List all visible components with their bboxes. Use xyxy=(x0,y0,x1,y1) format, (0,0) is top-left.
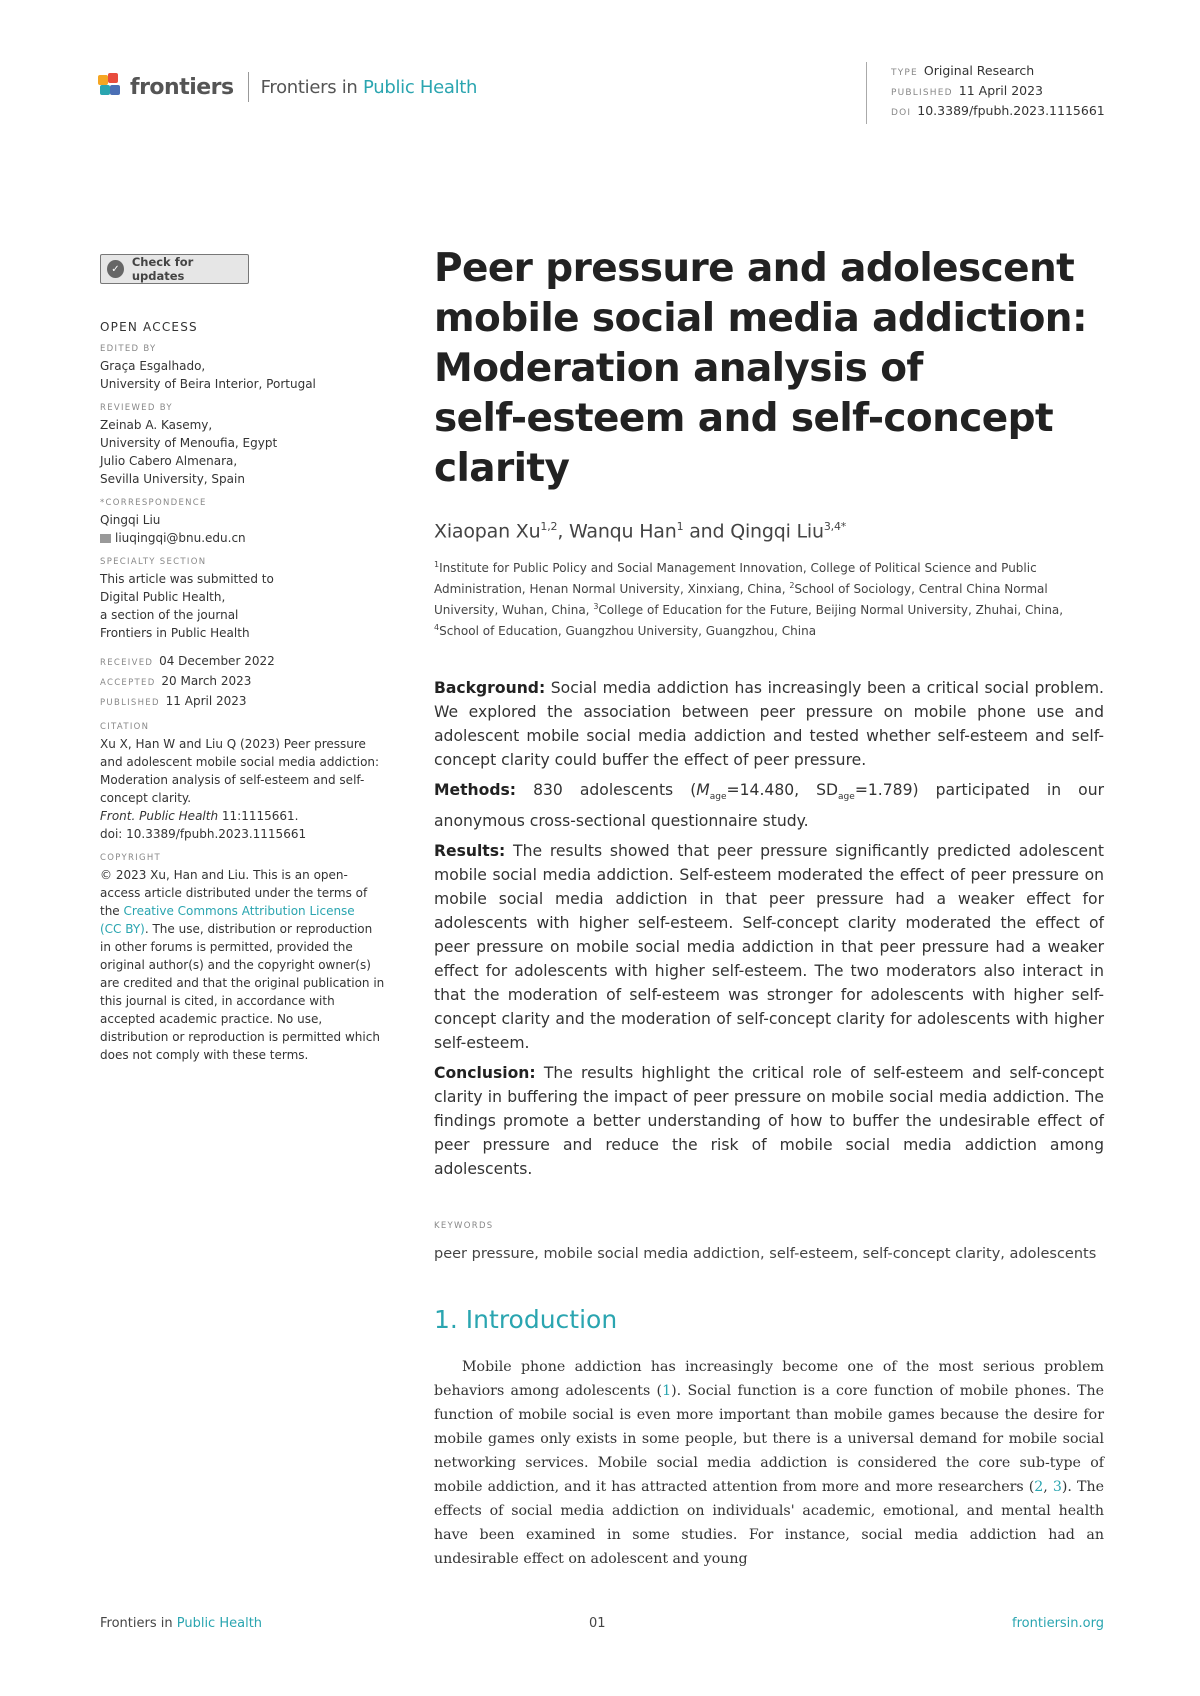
methods-symbol: M xyxy=(696,781,710,800)
methods-subscript: age xyxy=(709,792,727,803)
logo-divider xyxy=(248,72,249,102)
author-name[interactable]: Xiaopan Xu xyxy=(434,520,541,543)
affiliations xyxy=(434,556,1104,640)
background-label: Background: xyxy=(434,679,546,698)
article-sidebar xyxy=(100,254,405,1064)
copyright xyxy=(100,866,405,1064)
copyright-line: this journal is cited, in accordance with xyxy=(100,994,335,1008)
author-affil-sup: 1 xyxy=(676,520,684,533)
dates xyxy=(100,652,405,712)
cc-by-link[interactable]: (CC BY) xyxy=(100,922,145,936)
edited-by-label: EDITED BY xyxy=(100,344,157,354)
footer-journal xyxy=(100,1616,262,1631)
reviewer-affiliation: University of Menoufia, Egypt xyxy=(100,436,278,450)
reviewer-name: Julio Cabero Almenara, xyxy=(100,454,238,468)
meta-published xyxy=(891,82,1105,102)
meta-doi-value[interactable]: 10.3389/fpubh.2023.1115661 xyxy=(917,103,1105,118)
specialty-section-label: SPECIALTY SECTION xyxy=(100,557,207,567)
citation-line: concept clarity. xyxy=(100,791,192,805)
footer-journal-accent: Public Health xyxy=(176,1616,263,1631)
title-line: self-esteem and self-concept xyxy=(434,396,1054,441)
conclusion-text: The results highlight the critical role of self-esteem and self-concept clarity in buffering the impact of peer pressure on mobile social media addiction. The findings promote a better understanding of how to buffer the undesirable effect of peer pressure and reduce the risk of mobile social media addiction among adolescents. xyxy=(434,1064,1104,1179)
keywords-label: KEYWORDS xyxy=(434,1221,494,1232)
published-label: PUBLISHED xyxy=(100,698,160,708)
copyright-line: in other forums is permitted, provided the xyxy=(100,940,353,954)
copyright-line: original author(s) and the copyright owner(s) xyxy=(100,958,371,972)
correspondence-email[interactable]: liuqingqi@bnu.edu.cn xyxy=(115,531,246,545)
meta-type-value: Original Research xyxy=(923,63,1035,78)
meta-type-label: TYPE xyxy=(891,68,918,78)
citation xyxy=(100,735,405,843)
methods-label: Methods: xyxy=(434,781,517,800)
footer-journal-prefix: Frontiers in xyxy=(100,1616,177,1631)
meta-published-value: 11 April 2023 xyxy=(958,83,1044,98)
journal-name xyxy=(261,77,478,98)
results-label: Results: xyxy=(434,842,506,861)
specialty-line: a section of the journal xyxy=(100,608,239,622)
brand-name: frontiers xyxy=(130,74,234,100)
affil-sup: 4 xyxy=(434,623,440,633)
citation-line: and adolescent mobile social media addiction: xyxy=(100,755,380,769)
citation-label: CITATION xyxy=(100,722,150,732)
citation-journal-row xyxy=(100,807,405,825)
title-line: Peer pressure and adolescent xyxy=(434,246,1075,291)
journal-accent: Public Health xyxy=(362,76,478,98)
affiliation: School of Education, Guangzhou University, Guangzhou, China xyxy=(439,624,817,639)
meta-doi xyxy=(891,102,1105,122)
received-label: RECEIVED xyxy=(100,658,154,668)
affil-sup: 1 xyxy=(434,560,440,570)
page-number: 01 xyxy=(589,1616,606,1631)
received-date xyxy=(100,652,405,672)
reviewed-by-label: REVIEWED BY xyxy=(100,403,173,413)
intro-text: ). Social function is a core function of mobile phones. The function of mobile social is even more important than mobile games because the desire for mobile games only exists in some people, but there is a universal demand for mobile social networking services. Mobile social media addiction is considered the core sub-type of mobile addiction, and it has attracted attention from more and more researchers ( xyxy=(434,1383,1104,1496)
journal-prefix: Frontiers in xyxy=(260,76,358,98)
intro-paragraph xyxy=(434,1355,1104,1571)
author-affil-sup: 1,2 xyxy=(540,520,558,533)
reviewer-name: Zeinab A. Kasemy, xyxy=(100,418,213,432)
title-line: Moderation analysis of xyxy=(434,346,923,391)
copyright-label: COPYRIGHT xyxy=(100,853,162,863)
reference-separator: , xyxy=(1043,1479,1053,1496)
author-separator: and xyxy=(683,520,731,543)
frontiers-logo[interactable] xyxy=(98,70,477,104)
edited-by xyxy=(100,357,405,393)
copyright-line: distribution or reproduction is permitted which xyxy=(100,1030,380,1044)
author-list xyxy=(434,520,1104,542)
affiliation: Institute for Public Policy and Social Management Innovation, College of Political Science and Public Administration, Henan Normal University, Xinxiang, China, xyxy=(434,561,1037,597)
frontiers-logo-icon xyxy=(98,73,124,101)
author-affil-sup: 3,4* xyxy=(823,520,847,533)
intro-text: Mobile phone addiction has increasingly become one of the most serious problem behaviors among adolescents ( xyxy=(434,1359,1104,1400)
author-separator: , xyxy=(557,520,569,543)
citation-line: Xu X, Han W and Liu Q (2023) Peer pressure xyxy=(100,737,366,751)
affil-sup: 2 xyxy=(789,581,795,591)
affil-sup: 3 xyxy=(593,602,599,612)
background-text: Social media addiction has increasingly been a critical social problem. We explored the association between peer pressure on mobile phone use and adolescent mobile social media addiction and tested whether self-esteem and self-concept clarity could buffer the effect of peer pressure. xyxy=(434,679,1104,770)
published-date xyxy=(100,692,405,712)
correspondence xyxy=(100,511,405,547)
methods-subscript: age xyxy=(838,792,855,803)
check-for-updates-button[interactable] xyxy=(100,254,249,284)
specialty-section xyxy=(100,570,405,642)
conclusion-label: Conclusion: xyxy=(434,1064,536,1083)
copyright-line: accepted academic practice. No use, xyxy=(100,1012,323,1026)
meta-published-label: PUBLISHED xyxy=(891,88,953,98)
check-updates-icon: ✓ xyxy=(107,260,124,278)
copyright-line: are credited and that the original publication in xyxy=(100,976,385,990)
citation-journal: Front. Public Health xyxy=(100,809,219,823)
copyright-line: © 2023 Xu, Han and Liu. This is an open- xyxy=(100,868,348,882)
copyright-line: does not comply with these terms. xyxy=(100,1048,309,1062)
mail-icon xyxy=(100,534,111,543)
check-updates-label: Check for updates xyxy=(131,255,194,283)
article-title xyxy=(434,244,1104,494)
reference-link[interactable]: 3 xyxy=(1052,1479,1062,1496)
reviewed-by xyxy=(100,416,405,488)
copyright-line xyxy=(100,920,405,938)
correspondence-name: Qingqi Liu xyxy=(100,513,161,527)
author-name[interactable]: Qingqi Liu xyxy=(730,520,824,543)
methods-text: 830 adolescents ( xyxy=(516,781,697,800)
article-main xyxy=(434,244,1104,1585)
citation-line: Moderation analysis of self-esteem and self- xyxy=(100,773,365,787)
published-value: 11 April 2023 xyxy=(165,694,247,708)
keywords: peer pressure, mobile social media addiction, self-esteem, self-concept clarity, adolescents xyxy=(434,1246,1097,1263)
abstract-conclusion xyxy=(434,1061,1104,1181)
accepted-label: ACCEPTED xyxy=(100,678,156,688)
methods-text: =14.480, SD xyxy=(726,781,839,800)
affiliation: School of Sociology, Central China Normal University, Wuhan, China, xyxy=(434,582,1048,618)
abstract-methods xyxy=(434,778,1104,833)
correspondence-label: *CORRESPONDENCE xyxy=(100,498,207,508)
meta-doi-label: DOI xyxy=(891,108,912,118)
abstract-background xyxy=(434,676,1104,772)
editor-affiliation: University of Beira Interior, Portugal xyxy=(100,377,316,391)
intro-text: ). The effects of social media addiction on individuals' academic, emotional, and mental health have been examined in some studies. For instance, social media addiction had an undesirable effect on adolescent and young xyxy=(434,1479,1104,1568)
specialty-line: Frontiers in Public Health xyxy=(100,626,250,640)
title-line: mobile social media addiction: xyxy=(434,296,1087,341)
copyright-text: the xyxy=(100,904,124,918)
editor-name: Graça Esgalhado, xyxy=(100,359,206,373)
specialty-line: This article was submitted to xyxy=(100,572,274,586)
citation-volume: 11:1115661. xyxy=(218,809,299,823)
cc-license-link[interactable]: Creative Commons Attribution License xyxy=(123,904,355,918)
received-value: 04 December 2022 xyxy=(159,654,275,668)
affiliation: College of Education for the Future, Beijing Normal University, Zhuhai, China, xyxy=(598,603,1064,618)
title-line: clarity xyxy=(434,446,570,491)
correspondence-email-row xyxy=(100,529,405,547)
reference-link[interactable]: 2 xyxy=(1034,1479,1044,1496)
copyright-line xyxy=(100,902,405,920)
copyright-text: . The use, distribution or reproduction xyxy=(144,922,373,936)
accepted-date xyxy=(100,672,405,692)
results-text: The results showed that peer pressure significantly predicted adolescent mobile social media addiction. Self-esteem moderated the effect of peer pressure on mobile social media addiction in that peer pressure had a weaker effect for adolescents with higher self-esteem. Self-concept clarity moderated the effect of peer pressure on mobile social media addiction in that peer pressure had a weaker effect for adolescents with higher self-esteem. The two moderators also interact in that the moderation of self-esteem was stronger for adolescents with higher self-concept clarity and the moderation of self-concept clarity for adolescents with higher self-esteem. xyxy=(434,842,1104,1053)
meta-type xyxy=(891,62,1105,82)
footer-site-link[interactable]: frontiersin.org xyxy=(1012,1616,1104,1631)
author-name[interactable]: Wanqu Han xyxy=(569,520,677,543)
section-heading-introduction: 1. Introduction xyxy=(434,1305,618,1335)
open-access-label: OPEN ACCESS xyxy=(100,320,198,334)
copyright-line: access article distributed under the terms of xyxy=(100,886,368,900)
specialty-line: Digital Public Health, xyxy=(100,590,226,604)
reference-link[interactable]: 1 xyxy=(662,1383,672,1400)
article-meta xyxy=(866,62,1105,124)
abstract-results xyxy=(434,839,1104,1055)
accepted-value: 20 March 2023 xyxy=(161,674,252,688)
reviewer-affiliation: Sevilla University, Spain xyxy=(100,472,245,486)
methods-text: =1.789) participated in our anonymous cross-sectional questionnaire study. xyxy=(434,781,1104,831)
citation-doi: doi: 10.3389/fpubh.2023.1115661 xyxy=(100,827,307,841)
